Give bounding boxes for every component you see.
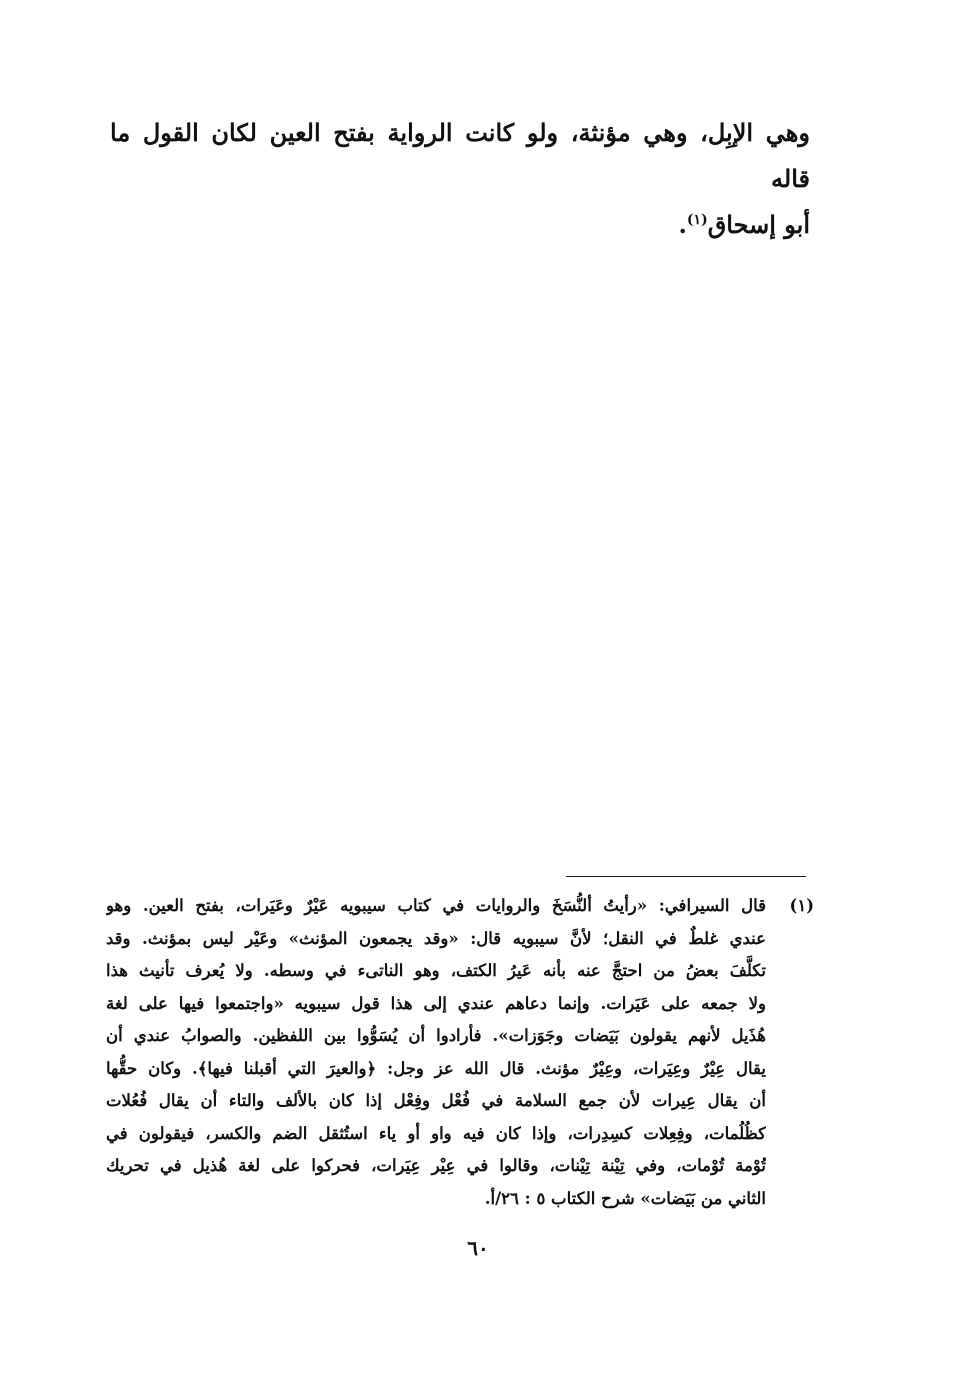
footnote-line: عندي غلطٌ في النقل؛ لأنَّ سيبويه قال: «وقد يجمعون المؤنث» وعَيْر ليس بمؤنث. وقد — [106, 928, 766, 948]
footnote-reference: (١) — [686, 212, 708, 228]
page-number: ٦٠ — [467, 1236, 489, 1260]
footnote-line: يقال عِيْرٌ وعِيَرات، وعِيْرٌ مؤنث. قال الله عز وجل: ﴿والعيرَ التي أقبلنا فيها﴾. وكان حقُّها — [106, 1058, 766, 1078]
main-text-line-2 — [110, 202, 810, 248]
footnote-line: كظُلُمات، وفِعِلات كسِدِرات، وإذا كان فيه واو أو ياء استُثقل الضم والكسر، فيقولون في — [106, 1123, 766, 1143]
footnote — [106, 890, 814, 1215]
footnote-line: قال السيرافي: «رأيتُ ألنُّسَخَ والروايات في كتاب سيبويه عَيْرٌ وعَيَرات، بفتح العين. وهو — [106, 896, 766, 915]
main-text-paragraph — [110, 110, 810, 248]
footnote-number: (١) — [789, 896, 814, 915]
footnote-line: الثاني من بَيَضات» شرح الكتاب ٥ : ٢٦/أ. — [484, 1188, 766, 1208]
footnote-line: هُذَيل لأنهم يقولون بَيَضات وجَوَزات». فأرادوا أن يُسَوُّوا بين اللفظين. والصوابُ عندي أن — [106, 1026, 766, 1045]
footnote-line: ولا جمعه على عَيَرات. وإنما دعاهم عندي إلى هذا قول سيبويه «واجتمعوا فيها على لغة — [106, 993, 766, 1013]
footnote-line: أن يقال عِيرات لأن جمع السلامة في فُعْل وفِعْل إذا كان بالألف والتاء أن يقال فُعُلات — [106, 1091, 766, 1110]
main-text-line-1: وهي الإبِل، وهي مؤنثة، ولو كانت الرواية بفتح العين لكان القول ما قاله — [110, 118, 810, 193]
footnote-line: تُوْمة تُوْمات، وفي تِيْنة تِيْنات، وقالوا في عِيْر عِيَرات، فحركوا على لغة هُذيل في تحريك — [106, 1156, 766, 1175]
main-text-line-2-end: . — [678, 210, 687, 239]
main-text-line-2-text: أبو إسحاق — [707, 210, 810, 239]
footnote-body — [106, 890, 766, 1215]
footnote-line: تكلَّفَ بعضُ من احتجَّ عنه بأنه عَيرُ الكتف، وهو الناتىء في وسطه. ولا يُعرف تأنيث هذا — [106, 961, 766, 980]
footnote-separator — [566, 876, 806, 877]
